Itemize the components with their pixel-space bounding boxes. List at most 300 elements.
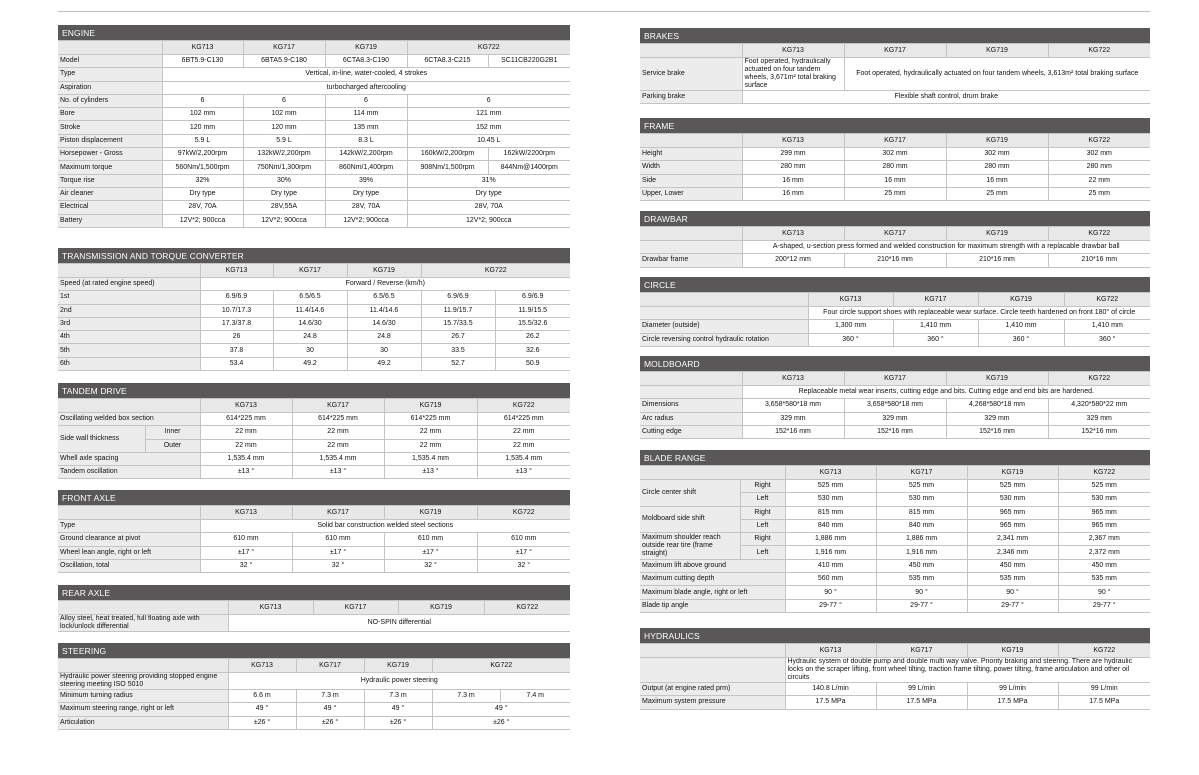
moldboard-table bbox=[640, 371, 1150, 439]
row-label: 3rd bbox=[58, 317, 200, 330]
row-label: 6th bbox=[58, 357, 200, 370]
spec-value: 140.8 L/min bbox=[785, 683, 876, 696]
table-row bbox=[58, 344, 570, 357]
model-header: KG719 bbox=[946, 44, 1048, 58]
spec-value: 22 mm bbox=[477, 426, 570, 439]
spec-value: 152 mm bbox=[407, 121, 570, 134]
spec-value: 360 ° bbox=[978, 333, 1064, 346]
row-label: Air cleaner bbox=[58, 187, 162, 200]
table-row bbox=[640, 683, 1150, 696]
spec-value: 535 mm bbox=[876, 573, 967, 586]
spec-value: 6.5/6.5 bbox=[273, 291, 347, 304]
spec-value: ±13 ° bbox=[477, 466, 570, 479]
spec-value: Forward / Reverse (km/h) bbox=[200, 278, 570, 291]
row-label: Minimum turning radius bbox=[58, 690, 228, 703]
model-header: KG722 bbox=[1048, 44, 1150, 58]
model-header: KG719 bbox=[347, 264, 421, 278]
table-row bbox=[640, 386, 1150, 399]
brakes-table bbox=[640, 43, 1150, 104]
spec-value: 3,658*580*18 mm bbox=[844, 399, 946, 412]
model-header: KG722 bbox=[1048, 227, 1150, 241]
section-title: BRAKES bbox=[640, 28, 1150, 43]
row-label: Bore bbox=[58, 108, 162, 121]
table-row bbox=[58, 546, 570, 559]
spec-value: 52.7 bbox=[421, 357, 495, 370]
spec-value: 965 mm bbox=[1058, 519, 1150, 532]
row-label: Articulation bbox=[58, 716, 228, 729]
model-header: KG722 bbox=[477, 506, 570, 520]
table-row bbox=[640, 174, 1150, 187]
table-row bbox=[640, 187, 1150, 200]
row-label: Service brake bbox=[640, 58, 742, 91]
spec-value: 10.45 L bbox=[407, 134, 570, 147]
model-header-row bbox=[58, 399, 570, 413]
frame-table bbox=[640, 133, 1150, 201]
spec-value: 32 ° bbox=[200, 559, 292, 572]
row-label: Piston displacement bbox=[58, 134, 162, 147]
section-title: DRAWBAR bbox=[640, 211, 1150, 226]
row-label: Stroke bbox=[58, 121, 162, 134]
header-blank bbox=[640, 466, 785, 480]
spec-value: 1,916 mm bbox=[876, 546, 967, 559]
page-top-rule bbox=[58, 11, 1150, 12]
spec-value: ±26 ° bbox=[432, 716, 570, 729]
spec-value: 97kW/2,200rpm bbox=[162, 148, 243, 161]
spec-value: 30 bbox=[347, 344, 421, 357]
spec-value: 152*16 mm bbox=[742, 425, 844, 438]
spec-value: 280 mm bbox=[1048, 161, 1150, 174]
row-label: Tandem oscillation bbox=[58, 466, 200, 479]
row-label: Width bbox=[640, 161, 742, 174]
model-header: KG713 bbox=[200, 506, 292, 520]
model-header: KG713 bbox=[162, 41, 243, 55]
spec-value: 280 mm bbox=[844, 161, 946, 174]
table-row bbox=[58, 174, 570, 187]
spec-value: 210*16 mm bbox=[844, 254, 946, 267]
spec-value: Dry type bbox=[162, 187, 243, 200]
spec-value: 530 mm bbox=[876, 493, 967, 506]
row-label: Type bbox=[58, 520, 200, 533]
spec-value: 200*12 mm bbox=[742, 254, 844, 267]
spec-value: 26.2 bbox=[495, 331, 570, 344]
spec-value: 32.6 bbox=[495, 344, 570, 357]
spec-value: 14.6/30 bbox=[347, 317, 421, 330]
spec-value: 49.2 bbox=[273, 357, 347, 370]
row-label bbox=[640, 307, 808, 320]
spec-value: 90 ° bbox=[967, 586, 1058, 599]
spec-value: ±26 ° bbox=[228, 716, 296, 729]
model-header: KG722 bbox=[1048, 372, 1150, 386]
header-blank bbox=[58, 41, 162, 55]
spec-value: 360 ° bbox=[893, 333, 978, 346]
header-blank bbox=[640, 293, 808, 307]
row-sublabel: Right bbox=[740, 480, 785, 493]
spec-value: 6 bbox=[162, 94, 243, 107]
spec-value: 22 mm bbox=[384, 439, 477, 452]
spec-value: SC11CB220G2B1 bbox=[488, 55, 570, 68]
model-header: KG717 bbox=[243, 41, 325, 55]
spec-value: 120 mm bbox=[243, 121, 325, 134]
table-row bbox=[640, 599, 1150, 612]
row-label: Circle reversing control hydraulic rotation bbox=[640, 333, 808, 346]
spec-value: Dry type bbox=[243, 187, 325, 200]
model-header: KG713 bbox=[742, 134, 844, 148]
spec-value: 32% bbox=[162, 174, 243, 187]
row-label bbox=[640, 658, 785, 683]
spec-value: 102 mm bbox=[162, 108, 243, 121]
spec-value: 410 mm bbox=[785, 559, 876, 572]
spec-value: Dry type bbox=[407, 187, 570, 200]
spec-value: 1,410 mm bbox=[893, 320, 978, 333]
table-row bbox=[58, 533, 570, 546]
spec-value: 6.5/6.5 bbox=[347, 291, 421, 304]
spec-value: 10.7/17.3 bbox=[200, 304, 273, 317]
hydraulics-table bbox=[640, 643, 1150, 710]
model-header-row bbox=[58, 41, 570, 55]
spec-value: 31% bbox=[407, 174, 570, 187]
spec-value: 160kW/2,200rpm bbox=[407, 148, 488, 161]
section-circle bbox=[640, 277, 1150, 347]
spec-value: 280 mm bbox=[742, 161, 844, 174]
table-row bbox=[58, 161, 570, 174]
table-row bbox=[640, 573, 1150, 586]
model-header: KG719 bbox=[325, 41, 407, 55]
spec-value: ±17 ° bbox=[292, 546, 384, 559]
spec-value: 1,886 mm bbox=[785, 533, 876, 546]
spec-value: 329 mm bbox=[844, 412, 946, 425]
spec-value: 11.9/15.7 bbox=[421, 304, 495, 317]
header-blank bbox=[58, 506, 200, 520]
spec-value: 210*16 mm bbox=[946, 254, 1048, 267]
spec-value: 121 mm bbox=[407, 108, 570, 121]
model-header: KG717 bbox=[893, 293, 978, 307]
row-label: 4th bbox=[58, 331, 200, 344]
spec-value: Foot operated, hydraulically actuated on four tandem wheels, 3,613m² total braking surface bbox=[844, 58, 1150, 91]
section-title: TRANSMISSION AND TORQUE CONVERTER bbox=[58, 248, 570, 263]
table-row bbox=[58, 94, 570, 107]
row-label: Height bbox=[640, 148, 742, 161]
spec-value: 49.2 bbox=[347, 357, 421, 370]
section-title: CIRCLE bbox=[640, 277, 1150, 292]
spec-value: 1,886 mm bbox=[876, 533, 967, 546]
model-header: KG722 bbox=[421, 264, 570, 278]
section-title: FRONT AXLE bbox=[58, 490, 570, 505]
header-blank bbox=[640, 372, 742, 386]
section-title: MOLDBOARD bbox=[640, 356, 1150, 371]
spec-value: 302 mm bbox=[844, 148, 946, 161]
spec-value: 22 mm bbox=[200, 426, 292, 439]
table-row bbox=[640, 506, 1150, 519]
model-header-row bbox=[640, 293, 1150, 307]
spec-value: 610 mm bbox=[384, 533, 477, 546]
spec-value: 24.8 bbox=[273, 331, 347, 344]
table-row bbox=[58, 673, 570, 690]
model-header: KG722 bbox=[1064, 293, 1150, 307]
spec-value: 12V*2; 900cca bbox=[325, 214, 407, 227]
table-row bbox=[58, 615, 570, 632]
model-header: KG722 bbox=[1058, 466, 1150, 480]
table-row bbox=[58, 357, 570, 370]
model-header: KG713 bbox=[200, 264, 273, 278]
model-header: KG713 bbox=[742, 227, 844, 241]
spec-value: 844Nm@1400rpm bbox=[488, 161, 570, 174]
spec-value: 135 mm bbox=[325, 121, 407, 134]
spec-value: 12V*2; 900cca bbox=[407, 214, 570, 227]
spec-value: 33.5 bbox=[421, 344, 495, 357]
spec-value: 525 mm bbox=[1058, 480, 1150, 493]
spec-value: Flexible shaft control, drum brake bbox=[742, 91, 1150, 104]
section-tandem-drive bbox=[58, 383, 570, 479]
spec-value: 99 L/min bbox=[876, 683, 967, 696]
model-header: KG719 bbox=[967, 466, 1058, 480]
table-row bbox=[58, 331, 570, 344]
spec-value: 16 mm bbox=[946, 174, 1048, 187]
row-label: Hydraulic power steering providing stopped engine steering meeting ISO 5010 bbox=[58, 673, 228, 690]
spec-value: 22 mm bbox=[384, 426, 477, 439]
spec-value: 162kW/2200rpm bbox=[488, 148, 570, 161]
spec-value: 22 mm bbox=[292, 439, 384, 452]
spec-value: 450 mm bbox=[1058, 559, 1150, 572]
row-sublabel: Left bbox=[740, 493, 785, 506]
spec-value: 614*225 mm bbox=[200, 413, 292, 426]
model-header: KG719 bbox=[398, 601, 484, 615]
row-label: Side wall thickness bbox=[58, 426, 145, 453]
table-row bbox=[640, 148, 1150, 161]
spec-value: 11.9/15.5 bbox=[495, 304, 570, 317]
spec-value: 152*16 mm bbox=[844, 425, 946, 438]
model-header-row bbox=[640, 227, 1150, 241]
model-header: KG719 bbox=[967, 644, 1058, 658]
spec-value: 2,341 mm bbox=[967, 533, 1058, 546]
row-label: Diameter (outside) bbox=[640, 320, 808, 333]
row-label: Circle center shift bbox=[640, 480, 740, 507]
model-header: KG722 bbox=[1058, 644, 1150, 658]
model-header-row bbox=[58, 659, 570, 673]
table-row bbox=[58, 148, 570, 161]
spec-value: 815 mm bbox=[876, 506, 967, 519]
spec-value: 32 ° bbox=[292, 559, 384, 572]
row-label: Side bbox=[640, 174, 742, 187]
spec-value: 450 mm bbox=[876, 559, 967, 572]
header-blank bbox=[58, 601, 228, 615]
model-header: KG722 bbox=[484, 601, 570, 615]
spec-value: 965 mm bbox=[967, 506, 1058, 519]
spec-value: 28V, 70A bbox=[407, 201, 570, 214]
row-label: Electrical bbox=[58, 201, 162, 214]
row-label: Moldboard side shift bbox=[640, 506, 740, 533]
spec-value: 5.9 L bbox=[243, 134, 325, 147]
table-row bbox=[640, 658, 1150, 683]
spec-value: 1,916 mm bbox=[785, 546, 876, 559]
spec-value: 1,300 mm bbox=[808, 320, 893, 333]
model-header: KG713 bbox=[742, 44, 844, 58]
spec-value: 614*225 mm bbox=[292, 413, 384, 426]
table-row bbox=[58, 291, 570, 304]
table-row bbox=[640, 161, 1150, 174]
table-row bbox=[58, 121, 570, 134]
spec-value: 37.8 bbox=[200, 344, 273, 357]
spec-value: 965 mm bbox=[1058, 506, 1150, 519]
table-row bbox=[640, 307, 1150, 320]
table-row bbox=[58, 520, 570, 533]
table-row bbox=[58, 703, 570, 716]
row-label: Oscillation, total bbox=[58, 559, 200, 572]
model-header-row bbox=[640, 466, 1150, 480]
table-row bbox=[640, 533, 1150, 546]
spec-value: 1,410 mm bbox=[978, 320, 1064, 333]
model-header-row bbox=[640, 134, 1150, 148]
spec-value: 16 mm bbox=[742, 187, 844, 200]
spec-value: 32 ° bbox=[384, 559, 477, 572]
spec-value: 1,535.4 mm bbox=[292, 452, 384, 465]
section-moldboard bbox=[640, 356, 1150, 439]
table-row bbox=[58, 68, 570, 81]
spec-value: 1,535.4 mm bbox=[384, 452, 477, 465]
spec-value: 17.5 MPa bbox=[785, 696, 876, 709]
row-label: Wheel lean angle, right or left bbox=[58, 546, 200, 559]
row-sublabel: Outer bbox=[145, 439, 200, 452]
spec-value: 535 mm bbox=[967, 573, 1058, 586]
table-row bbox=[58, 559, 570, 572]
spec-value: 142kW/2,200rpm bbox=[325, 148, 407, 161]
table-row bbox=[640, 58, 1150, 91]
model-header-row bbox=[640, 372, 1150, 386]
spec-value: 2,346 mm bbox=[967, 546, 1058, 559]
spec-value: 90 ° bbox=[1058, 586, 1150, 599]
table-row bbox=[58, 716, 570, 729]
spec-value: 14.6/30 bbox=[273, 317, 347, 330]
spec-value: Hydraulic power steering bbox=[228, 673, 570, 690]
model-header: KG713 bbox=[808, 293, 893, 307]
spec-value: NO-SPIN differential bbox=[228, 615, 570, 632]
model-header: KG719 bbox=[946, 134, 1048, 148]
header-blank bbox=[640, 44, 742, 58]
row-label: 2nd bbox=[58, 304, 200, 317]
spec-value: 908Nm/1,500rpm bbox=[407, 161, 488, 174]
spec-value: 6BTA5.9-C180 bbox=[243, 55, 325, 68]
spec-value: 114 mm bbox=[325, 108, 407, 121]
spec-value: ±13 ° bbox=[384, 466, 477, 479]
spec-value: 25 mm bbox=[844, 187, 946, 200]
section-drawbar bbox=[640, 211, 1150, 268]
section-title: HYDRAULICS bbox=[640, 628, 1150, 643]
spec-value: 840 mm bbox=[876, 519, 967, 532]
table-row bbox=[640, 320, 1150, 333]
model-header: KG719 bbox=[978, 293, 1064, 307]
model-header: KG717 bbox=[876, 644, 967, 658]
spec-value: 16 mm bbox=[844, 174, 946, 187]
model-header: KG717 bbox=[844, 372, 946, 386]
row-label: Whell axle spacing bbox=[58, 452, 200, 465]
spec-value: 15.7/33.5 bbox=[421, 317, 495, 330]
row-label: Output (at engine rated prm) bbox=[640, 683, 785, 696]
front-axle-table bbox=[58, 505, 570, 573]
spec-value: ±17 ° bbox=[384, 546, 477, 559]
model-header: KG713 bbox=[742, 372, 844, 386]
model-header: KG719 bbox=[384, 399, 477, 413]
spec-value: 560Nm/1,500rpm bbox=[162, 161, 243, 174]
table-row bbox=[58, 690, 570, 703]
row-label: Torque rise bbox=[58, 174, 162, 187]
spec-value: 152*16 mm bbox=[1048, 425, 1150, 438]
row-label: Speed (at rated engine speed) bbox=[58, 278, 200, 291]
engine-table bbox=[58, 40, 570, 228]
table-row bbox=[58, 304, 570, 317]
spec-value: 965 mm bbox=[967, 519, 1058, 532]
table-row bbox=[58, 278, 570, 291]
spec-value: 22 mm bbox=[477, 439, 570, 452]
spec-value: 2,372 mm bbox=[1058, 546, 1150, 559]
table-row bbox=[640, 480, 1150, 493]
row-label: Type bbox=[58, 68, 162, 81]
row-label: Maximum shoulder reach outside rear tire (frame straight) bbox=[640, 533, 740, 560]
row-label: 1st bbox=[58, 291, 200, 304]
drawbar-table bbox=[640, 226, 1150, 268]
spec-value: 11.4/14.6 bbox=[273, 304, 347, 317]
row-sublabel: Left bbox=[740, 546, 785, 559]
spec-value: 12V*2; 900cca bbox=[162, 214, 243, 227]
section-front-axle bbox=[58, 490, 570, 573]
section-steering bbox=[58, 643, 570, 730]
spec-value: Foot operated, hydraulically actuated on four tandem wheels, 3,671m² total braking surface bbox=[742, 58, 844, 91]
spec-value: 22 mm bbox=[1048, 174, 1150, 187]
blade-range-table bbox=[640, 465, 1150, 613]
model-header: KG717 bbox=[292, 399, 384, 413]
model-header: KG719 bbox=[384, 506, 477, 520]
header-blank bbox=[640, 134, 742, 148]
spec-value: 7.3 m bbox=[296, 690, 364, 703]
spec-value: 120 mm bbox=[162, 121, 243, 134]
model-header-row bbox=[640, 644, 1150, 658]
spec-value: 299 mm bbox=[742, 148, 844, 161]
spec-value: 12V*2; 900cca bbox=[243, 214, 325, 227]
spec-value: 49 ° bbox=[364, 703, 432, 716]
row-label: Model bbox=[58, 55, 162, 68]
spec-value: 329 mm bbox=[1048, 412, 1150, 425]
spec-value: 17.5 MPa bbox=[1058, 696, 1150, 709]
spec-value: A-shaped, u-section press formed and welded construction for maximum strength with a replacable drawbar ball bbox=[742, 241, 1150, 254]
spec-value: ±17 ° bbox=[200, 546, 292, 559]
spec-value: 90 ° bbox=[785, 586, 876, 599]
spec-value: Hydraulic system of double pump and double multi way valve. Priority braking and steering. There are hydraulic locks on the scraper lifting, front wheel tilting, traction frame tilting, power tilting, frame articulation and other oil circuits bbox=[785, 658, 1150, 683]
model-header-row bbox=[58, 506, 570, 520]
model-header: KG713 bbox=[200, 399, 292, 413]
section-rear-axle bbox=[58, 585, 570, 632]
spec-value: 50.9 bbox=[495, 357, 570, 370]
spec-value: 99 L/min bbox=[1058, 683, 1150, 696]
model-header-row bbox=[58, 264, 570, 278]
spec-value: 302 mm bbox=[946, 148, 1048, 161]
spec-value: 29-77 ° bbox=[876, 599, 967, 612]
spec-value: 610 mm bbox=[200, 533, 292, 546]
spec-value: 860Nm/1,400rpm bbox=[325, 161, 407, 174]
spec-value: 450 mm bbox=[967, 559, 1058, 572]
transmission-table bbox=[58, 263, 570, 371]
row-label: Maximum system pressure bbox=[640, 696, 785, 709]
table-row bbox=[58, 452, 570, 465]
spec-value: 329 mm bbox=[946, 412, 1048, 425]
spec-value: 24.8 bbox=[347, 331, 421, 344]
section-brakes bbox=[640, 28, 1150, 104]
model-header: KG713 bbox=[228, 659, 296, 673]
row-label bbox=[640, 386, 742, 399]
tandem-drive-table bbox=[58, 398, 570, 479]
spec-value: 360 ° bbox=[808, 333, 893, 346]
spec-value: 525 mm bbox=[876, 480, 967, 493]
spec-value: 1,535.4 mm bbox=[200, 452, 292, 465]
spec-value: ±17 ° bbox=[477, 546, 570, 559]
spec-value: 30 bbox=[273, 344, 347, 357]
